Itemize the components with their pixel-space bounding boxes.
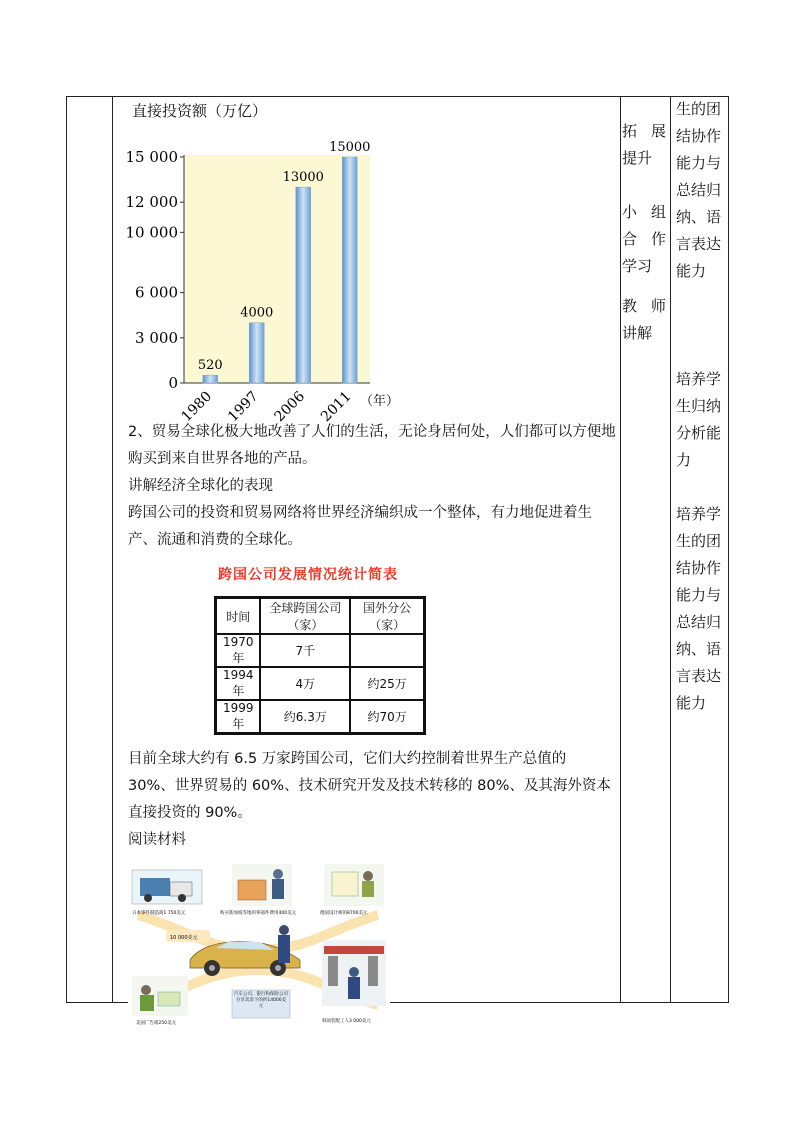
goal-line: 言表达 [676, 235, 722, 253]
designer-icon [324, 864, 384, 906]
y-tick-label: 15 000 [125, 148, 178, 166]
x-tick-label: 2006 [271, 388, 309, 426]
x-tick-label: 2011 [318, 388, 355, 426]
bar [249, 323, 264, 383]
worker-boxes-icon [232, 864, 292, 906]
table-title: 跨国公司发展情况统计简表 [218, 567, 398, 583]
bar [203, 375, 218, 383]
y-tick-label: 3 000 [135, 328, 178, 347]
bar-value-label: 13000 [282, 170, 324, 186]
goal-line: 纳、语 [676, 640, 722, 658]
reading-label: 购买新加坡等地的零部件费用400美元 [220, 911, 297, 916]
activity-item: 学习 [622, 257, 653, 275]
table-cell: 约70万 [350, 700, 424, 734]
bar-value-label: 520 [197, 358, 223, 374]
reading-label: 德国设计师的8700美元 [320, 911, 368, 916]
table-cell: 1970年 [216, 634, 261, 667]
x-tick-label: 1980 [178, 388, 216, 426]
goals-column [676, 96, 724, 717]
y-tick-label: 0 [168, 374, 178, 392]
x-tick-label: 1997 [225, 388, 262, 426]
table-cell: 1999年 [216, 700, 261, 734]
table-header: 全球跨国公司（家） [260, 598, 350, 635]
goal-line: 能力与 [676, 154, 722, 172]
goal-line: 能力 [676, 694, 707, 712]
activity-item: 合作 [622, 230, 666, 248]
y-tick-label: 12 000 [125, 193, 178, 212]
y-tick-label: 10 000 [125, 223, 178, 242]
main-content [125, 100, 616, 1032]
table-cell: 7千 [260, 634, 350, 667]
table-header-row [216, 598, 425, 635]
bar-chart [125, 121, 428, 426]
goal-line: 总结归 [676, 613, 722, 631]
table-cell: 1994年 [216, 667, 261, 700]
goal-line: 纳、语 [676, 208, 722, 226]
activity-column [622, 118, 666, 347]
goal-line: 能力与 [676, 586, 722, 604]
paragraph-trade: 2、贸易全球化极大地改善了人们的生活，无论身居何处，人们都可以方便地购买到来自世界各地的产品。 [128, 424, 616, 467]
paragraph-reading-title: 阅读材料 [128, 832, 186, 848]
table-cell: 4万 [260, 667, 350, 700]
chart-title: 直接投资额（万亿） [132, 102, 268, 120]
goal-line: 能力 [676, 262, 707, 280]
table-row [216, 667, 425, 700]
reading-illustration [128, 860, 390, 1032]
stats-table [214, 596, 426, 735]
bar-value-label: 15000 [329, 140, 371, 155]
goal-line: 培养学 [676, 505, 722, 523]
goal-line: 生的团 [676, 100, 722, 118]
goal-line: 力 [676, 451, 692, 469]
bar [342, 157, 357, 383]
bar [296, 187, 311, 383]
activity-item: 教师 [622, 297, 666, 315]
reading-label: 美国广告商250美元 [136, 1021, 177, 1026]
bar-chart-svg [125, 121, 428, 426]
reading-label: 日本零件制造商1 750美元 [132, 911, 186, 916]
paragraph-heading: 讲解经济全球化的表现 [128, 478, 273, 494]
paragraph-statistics: 目前全球大约有 6.5 万家跨国公司，它们大约控制着世界生产总值的 30%、世界贸易的 60%、技术研究开发及技术转移的 80%、及其海外资本直接投资的 90%。 [128, 751, 611, 821]
table-header: 时间 [216, 598, 261, 635]
goal-line: 结协作 [676, 127, 722, 145]
reading-svg [128, 860, 390, 1032]
goal-line: 生归纳 [676, 397, 722, 415]
table-row [216, 700, 425, 734]
assembly-icon [322, 940, 386, 1006]
bar-value-label: 4000 [240, 305, 274, 321]
table-row [216, 634, 425, 667]
reading-label: 汽车公司、银行和保险公司分享其余下的约14000美元 [234, 992, 288, 1009]
ad-man-icon [132, 976, 188, 1016]
goal-line: 生的团 [676, 532, 722, 550]
activity-item: 小组 [622, 203, 666, 221]
activity-item: 提升 [622, 149, 653, 167]
goal-line: 总结归 [676, 181, 722, 199]
table-cell: 约6.3万 [260, 700, 350, 734]
paragraph-multinational: 跨国公司的投资和贸易网络将世界经济编织成一个整体，有力地促进着生产、流通和消费的全球化。 [128, 505, 592, 548]
column-divider [620, 97, 621, 1002]
x-axis-label: （年） [360, 394, 400, 409]
goal-line: 结协作 [676, 559, 722, 577]
y-tick-label: 6 000 [135, 283, 178, 302]
goal-line: 分析能 [676, 424, 722, 442]
reading-label: 韩国装配工人3 000美元 [322, 1019, 371, 1024]
table-cell [350, 634, 424, 667]
column-divider [670, 97, 671, 1002]
goal-line: 培养学 [676, 370, 722, 388]
table-header: 国外分公（家） [350, 598, 424, 635]
activity-item: 讲解 [622, 324, 653, 342]
truck-icon [132, 870, 202, 904]
reading-label: 10 000美元 [170, 935, 198, 941]
column-divider [112, 97, 113, 1002]
stats-table-figure [178, 564, 438, 740]
goal-line: 言表达 [676, 667, 722, 685]
activity-item: 拓展 [622, 122, 666, 140]
table-cell: 约25万 [350, 667, 424, 700]
